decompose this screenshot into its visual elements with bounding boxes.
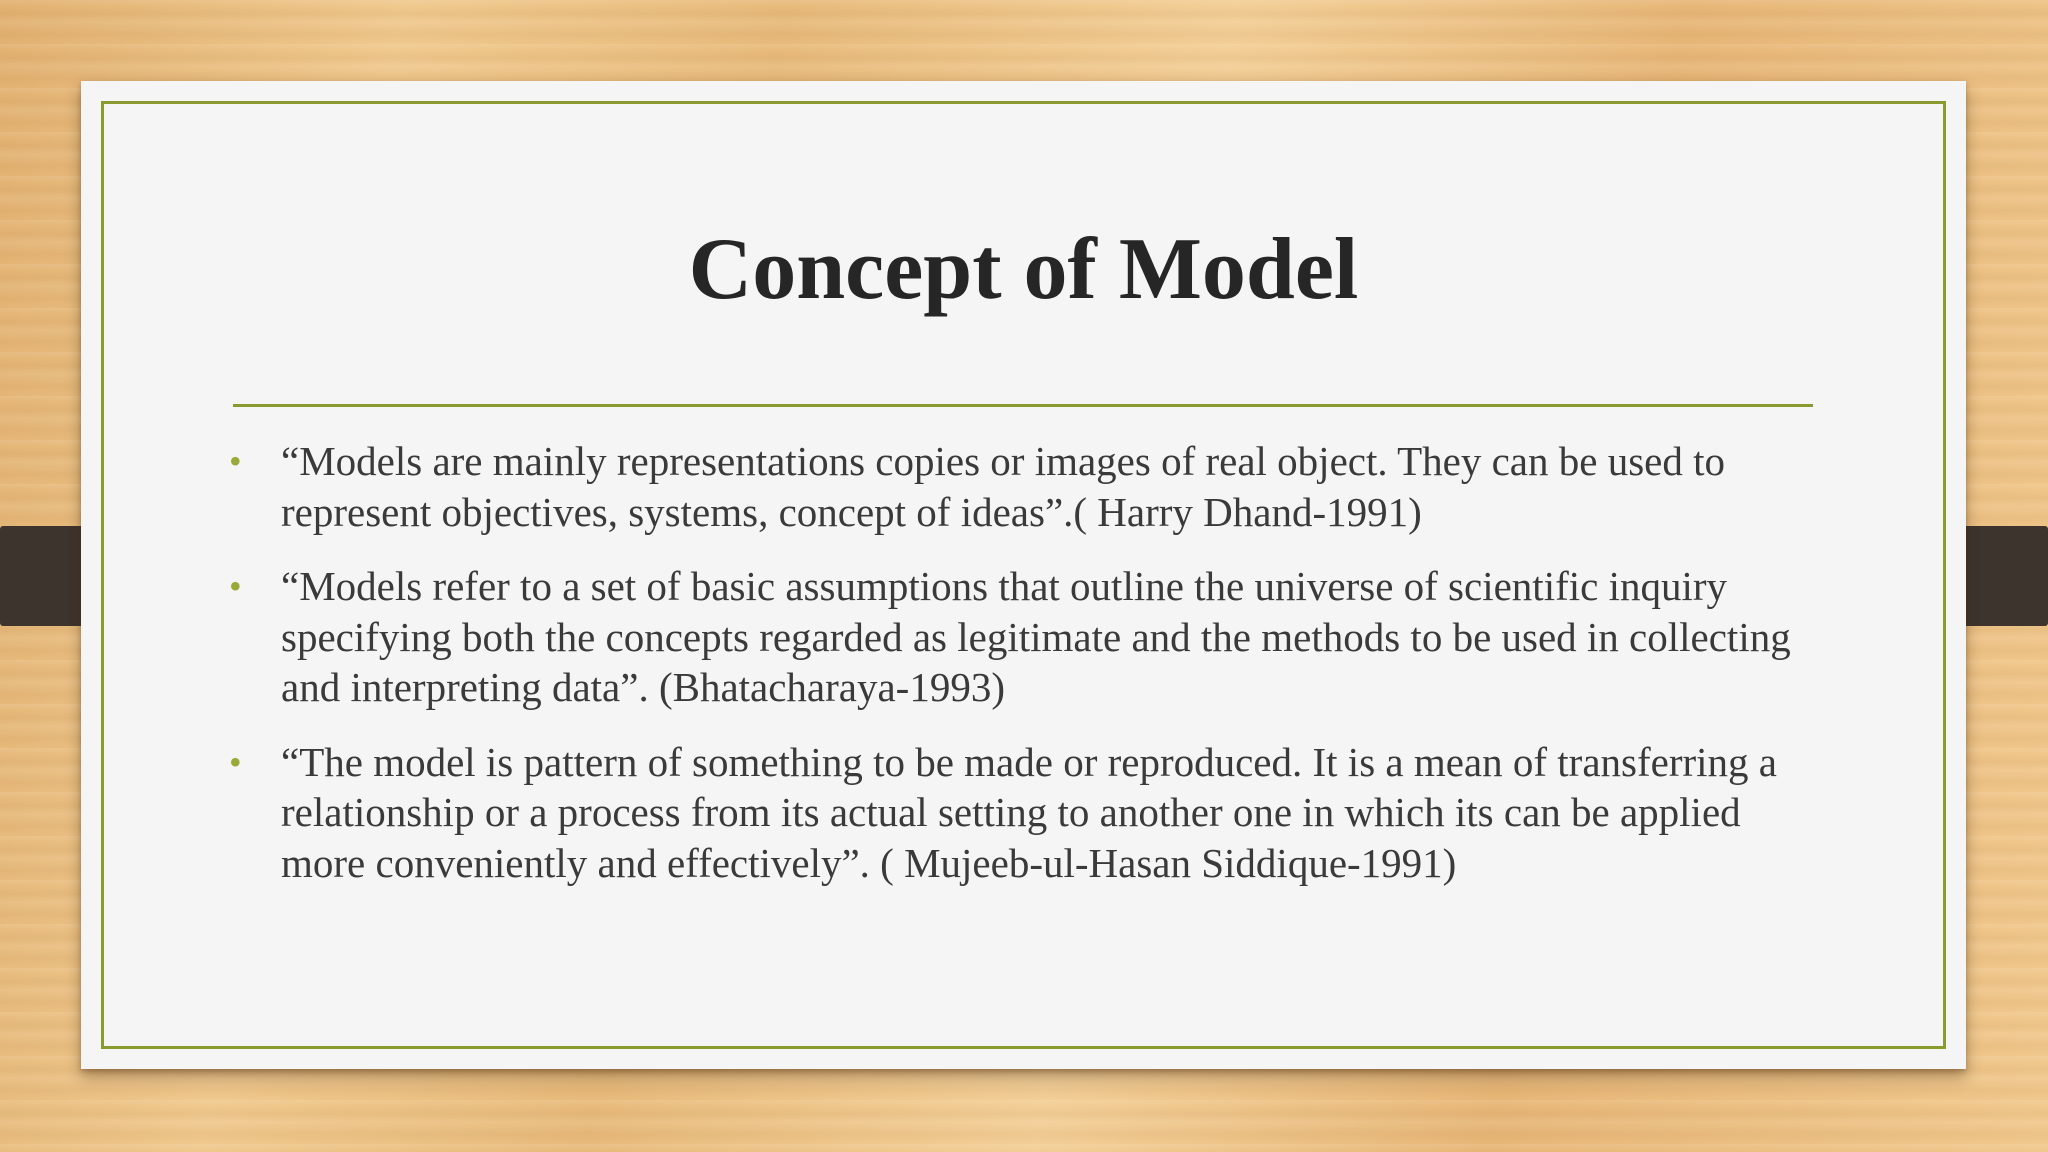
bullet-text: “Models are mainly representations copies or images of real object. They can be used to represent objectives, systems, concept of ideas”.( Harry Dhand-1991) [281, 438, 1725, 535]
bullet-item [229, 436, 1841, 537]
bullet-dot-icon: • [229, 741, 242, 782]
bullet-item [229, 737, 1841, 889]
slide [81, 81, 1966, 1069]
bullet-dot-icon: • [229, 441, 242, 481]
bullet-list [229, 436, 1841, 912]
bullet-item [229, 561, 1841, 713]
bullet-dot-icon: • [229, 566, 242, 606]
slide-title: Concept of Model [688, 221, 1359, 318]
title-divider [233, 404, 1813, 407]
bullet-text: “The model is pattern of something to be made or reproduced. It is a mean of transferring a relationship or a process from its actual setting to another one in which its can be applied more conveniently and effectively”. ( Mujeeb-ul-Hasan Siddique-1991) [281, 738, 1777, 886]
bullet-text: “Models refer to a set of basic assumptions that outline the universe of scientific inquiry specifying both the concepts regarded as legitimate and the methods to be used in collecting and interpreting data”. (Bhatacharaya-1993) [281, 563, 1791, 710]
